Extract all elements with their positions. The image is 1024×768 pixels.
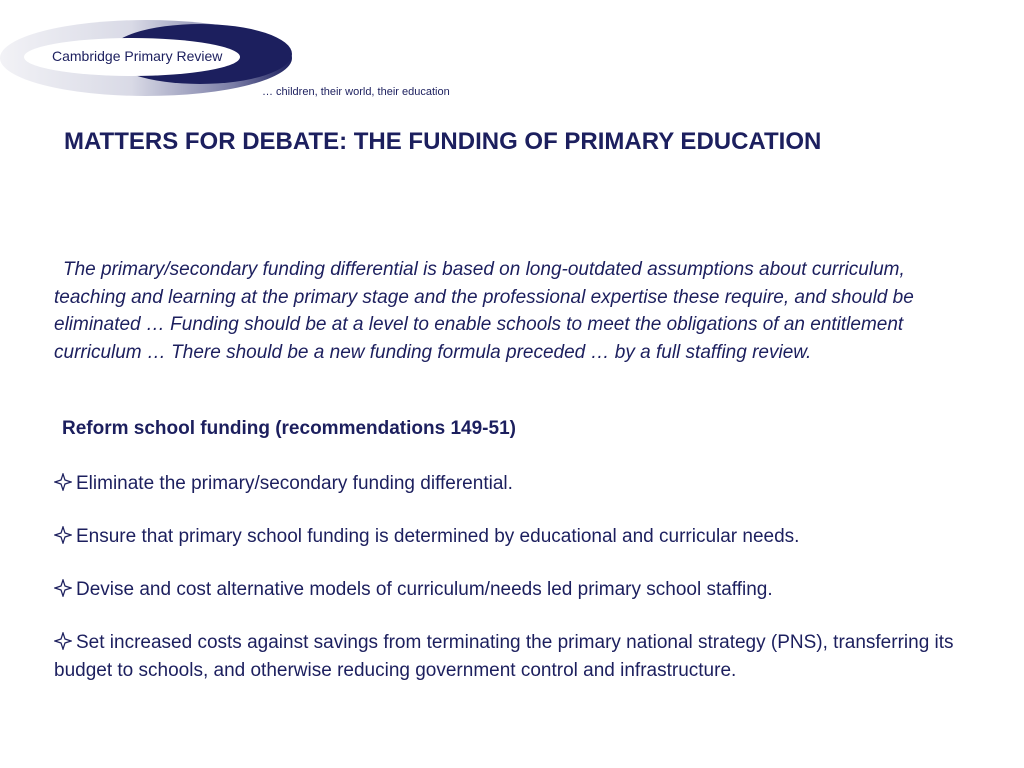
recommendations-heading: Reform school funding (recommendations 149-51) [62, 418, 516, 439]
recommendation-item [54, 470, 974, 498]
four-point-star-icon [54, 579, 72, 597]
four-point-star-icon [54, 473, 72, 491]
page-title: MATTERS FOR DEBATE: THE FUNDING OF PRIMARY EDUCATION [64, 128, 822, 155]
logo-name: Cambridge Primary Review [52, 48, 223, 64]
recommendation-text: Ensure that primary school funding is determined by educational and curricular needs. [76, 526, 800, 547]
quote-paragraph: The primary/secondary funding differential is based on long-outdated assumptions about curriculum, teaching and learning at the primary stage and the professional expertise these require, and should be eliminated … Funding should be at a level to enable schools to meet the obligations of an entitlement curriculum … There should be a new funding formula preceded … by a full staffing review. [54, 259, 914, 363]
four-point-star-icon [54, 526, 72, 544]
logo-tagline: … children, their world, their education [262, 86, 450, 98]
four-point-star-icon [54, 632, 72, 650]
recommendation-text: Eliminate the primary/secondary funding differential. [76, 473, 513, 494]
recommendation-item [54, 576, 974, 604]
cambridge-primary-review-logo [0, 18, 300, 98]
recommendation-item [54, 629, 974, 684]
recommendation-item [54, 523, 974, 551]
recommendation-text: Set increased costs against savings from terminating the primary national strategy (PNS), transferring its budget to schools, and otherwise reducing government control and infrastructure. [54, 632, 954, 681]
recommendation-text: Devise and cost alternative models of curriculum/needs led primary school staffing. [76, 579, 773, 600]
